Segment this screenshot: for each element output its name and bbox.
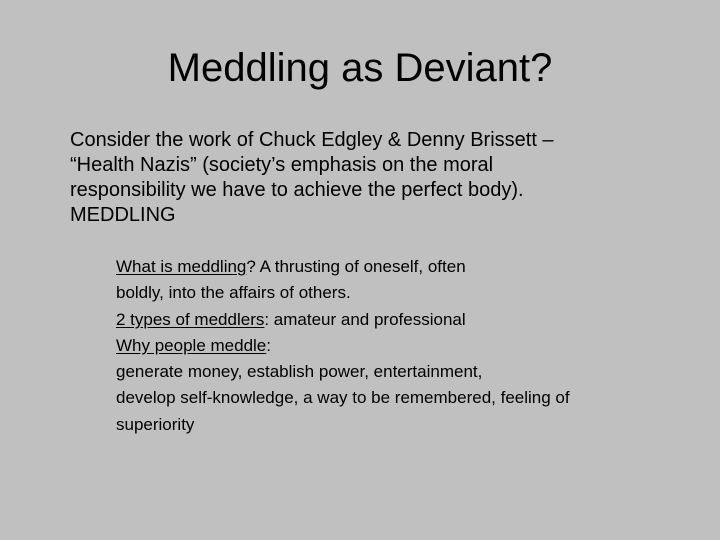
list-item (116, 254, 696, 280)
meddler-types-term: 2 types of meddlers (116, 309, 265, 329)
why-people-meddle-term: Why people meddle (116, 335, 267, 355)
what-is-meddling-term: What is meddling (116, 257, 247, 276)
list-item: generate money, establish power, entertainment, (116, 362, 483, 382)
why-people-meddle-colon: : (266, 335, 271, 355)
meddler-types-definition: : amateur and professional (264, 309, 466, 329)
list-item: develop self-knowledge, a way to be remembered, feeling of (116, 388, 570, 408)
what-is-meddling-definition: ? A thrusting of oneself, often (246, 257, 466, 276)
list-item (116, 307, 696, 333)
body-line: Consider the work of Chuck Edgley & Denny Brissett – (70, 129, 554, 151)
slide-title: Meddling as Deviant? (167, 46, 553, 90)
list-item: superiority (116, 414, 195, 434)
meddling-details-list (116, 254, 696, 438)
body-line: responsibility we have to achieve the perfect body). (70, 179, 524, 201)
body-line-meddling: MEDDLING (70, 204, 176, 226)
list-item (116, 333, 696, 359)
list-item: boldly, into the affairs of others. (116, 283, 351, 303)
slide-body (70, 128, 690, 228)
body-line: “Health Nazis” (society’s emphasis on the moral (70, 154, 494, 176)
